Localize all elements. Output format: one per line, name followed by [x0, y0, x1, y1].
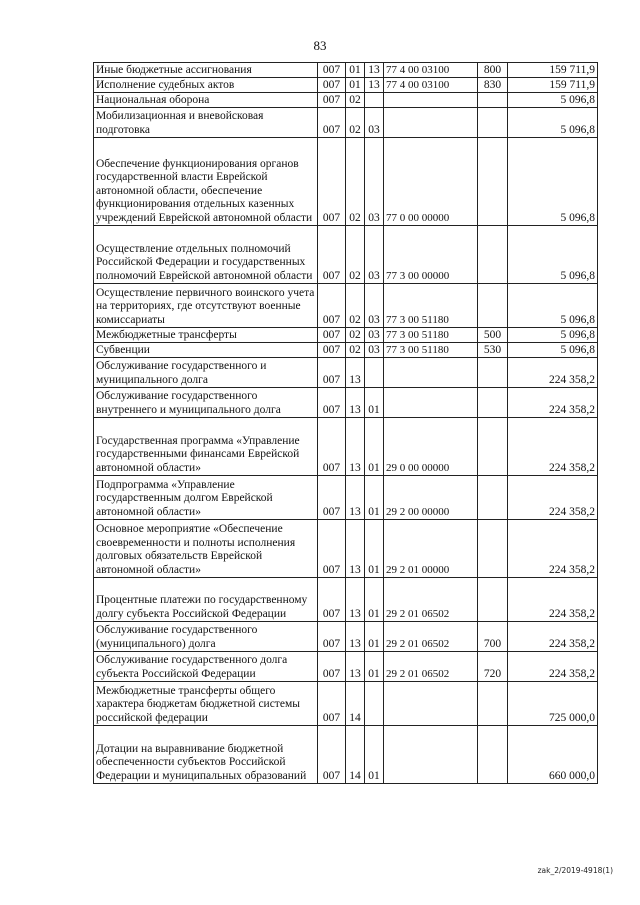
row-name: Осуществление первичного воинского учета на территориях, где отсутствуют военные комиссариаты	[94, 284, 318, 328]
grbs-code: 007	[318, 93, 346, 108]
table-row	[94, 520, 598, 578]
grbs-code: 007	[318, 63, 346, 78]
section-code: 01	[346, 78, 365, 93]
row-name: Основное мероприятие «Обеспечение своевременности и полноты исполнения долговых обязательств Еврейской автономной области»	[94, 520, 318, 578]
subsection-code: 01	[365, 652, 384, 682]
expense-type-code	[478, 138, 508, 226]
grbs-code: 007	[318, 108, 346, 138]
subsection-code	[365, 358, 384, 388]
row-name: Межбюджетные трансферты общего характера бюджетам бюджетной системы российской федерации	[94, 682, 318, 726]
target-article-code: 77 3 00 51180	[384, 328, 478, 343]
amount: 224 358,2	[508, 388, 598, 418]
subsection-code: 03	[365, 108, 384, 138]
grbs-code: 007	[318, 622, 346, 652]
row-name: Дотации на выравнивание бюджетной обеспеченности субъектов Российской Федерации и муниципальных образований	[94, 726, 318, 784]
expense-type-code	[478, 578, 508, 622]
target-article-code: 77 3 00 51180	[384, 343, 478, 358]
expense-type-code	[478, 226, 508, 284]
grbs-code: 007	[318, 418, 346, 476]
section-code: 02	[346, 108, 365, 138]
expense-type-code: 830	[478, 78, 508, 93]
table-row	[94, 78, 598, 93]
section-code: 01	[346, 63, 365, 78]
subsection-code: 01	[365, 622, 384, 652]
table-row	[94, 388, 598, 418]
subsection-code: 01	[365, 476, 384, 520]
row-name: Иные бюджетные ассигнования	[94, 63, 318, 78]
row-name: Субвенции	[94, 343, 318, 358]
row-name: Обслуживание государственного внутреннего и муниципального долга	[94, 388, 318, 418]
amount: 660 000,0	[508, 726, 598, 784]
table-row	[94, 328, 598, 343]
grbs-code: 007	[318, 682, 346, 726]
grbs-code: 007	[318, 652, 346, 682]
row-name: Межбюджетные трансферты	[94, 328, 318, 343]
grbs-code: 007	[318, 388, 346, 418]
table-row	[94, 418, 598, 476]
target-article-code: 77 4 00 03100	[384, 63, 478, 78]
amount: 5 096,8	[508, 328, 598, 343]
target-article-code: 29 2 00 00000	[384, 476, 478, 520]
subsection-code: 03	[365, 138, 384, 226]
grbs-code: 007	[318, 138, 346, 226]
budget-table	[93, 62, 598, 784]
table-row	[94, 682, 598, 726]
amount: 5 096,8	[508, 284, 598, 328]
target-article-code: 77 3 00 51180	[384, 284, 478, 328]
amount: 5 096,8	[508, 343, 598, 358]
target-article-code: 29 2 01 00000	[384, 520, 478, 578]
subsection-code: 03	[365, 343, 384, 358]
expense-type-code: 700	[478, 622, 508, 652]
subsection-code: 13	[365, 63, 384, 78]
amount: 224 358,2	[508, 622, 598, 652]
row-name: Обслуживание государственного (муниципального) долга	[94, 622, 318, 652]
row-name: Обслуживание государственного и муниципального долга	[94, 358, 318, 388]
expense-type-code	[478, 476, 508, 520]
table-row	[94, 476, 598, 520]
subsection-code: 01	[365, 578, 384, 622]
amount: 224 358,2	[508, 652, 598, 682]
section-code: 02	[346, 138, 365, 226]
table-row	[94, 93, 598, 108]
page-number: 83	[313, 38, 327, 53]
grbs-code: 007	[318, 520, 346, 578]
section-code: 02	[346, 328, 365, 343]
table-row	[94, 284, 598, 328]
table-row	[94, 652, 598, 682]
amount: 5 096,8	[508, 138, 598, 226]
budget-table-body	[94, 63, 598, 784]
section-code: 02	[346, 343, 365, 358]
amount: 159 711,9	[508, 63, 598, 78]
subsection-code	[365, 93, 384, 108]
expense-type-code	[478, 726, 508, 784]
table-row	[94, 578, 598, 622]
subsection-code: 01	[365, 388, 384, 418]
expense-type-code	[478, 358, 508, 388]
table-row	[94, 343, 598, 358]
subsection-code: 01	[365, 726, 384, 784]
subsection-code: 01	[365, 418, 384, 476]
amount: 224 358,2	[508, 520, 598, 578]
target-article-code	[384, 108, 478, 138]
table-row	[94, 63, 598, 78]
section-code: 13	[346, 476, 365, 520]
table-row	[94, 138, 598, 226]
subsection-code: 03	[365, 328, 384, 343]
expense-type-code	[478, 284, 508, 328]
subsection-code: 03	[365, 284, 384, 328]
amount: 5 096,8	[508, 108, 598, 138]
subsection-code: 01	[365, 520, 384, 578]
target-article-code	[384, 358, 478, 388]
amount: 159 711,9	[508, 78, 598, 93]
row-name: Осуществление отдельных полномочий Российской Федерации и государственных полномочий Еврейской автономной области	[94, 226, 318, 284]
amount: 224 358,2	[508, 418, 598, 476]
expense-type-code: 800	[478, 63, 508, 78]
expense-type-code: 500	[478, 328, 508, 343]
subsection-code	[365, 682, 384, 726]
section-code: 13	[346, 388, 365, 418]
target-article-code: 29 2 01 06502	[384, 652, 478, 682]
document-code: zak_2/2019-4918(1)	[537, 866, 613, 875]
amount: 224 358,2	[508, 358, 598, 388]
target-article-code	[384, 726, 478, 784]
table-row	[94, 622, 598, 652]
row-name: Исполнение судебных актов	[94, 78, 318, 93]
section-code: 02	[346, 226, 365, 284]
target-article-code: 77 3 00 00000	[384, 226, 478, 284]
row-name: Процентные платежи по государственному долгу субъекта Российской Федерации	[94, 578, 318, 622]
row-name: Национальная оборона	[94, 93, 318, 108]
section-code: 13	[346, 652, 365, 682]
section-code: 02	[346, 93, 365, 108]
amount: 5 096,8	[508, 93, 598, 108]
table-row	[94, 226, 598, 284]
expense-type-code	[478, 520, 508, 578]
grbs-code: 007	[318, 343, 346, 358]
table-row	[94, 108, 598, 138]
grbs-code: 007	[318, 78, 346, 93]
row-name: Обслуживание государственного долга субъекта Российской Федерации	[94, 652, 318, 682]
section-code: 13	[346, 520, 365, 578]
expense-type-code: 530	[478, 343, 508, 358]
target-article-code	[384, 388, 478, 418]
table-row	[94, 726, 598, 784]
section-code: 14	[346, 726, 365, 784]
section-code: 13	[346, 622, 365, 652]
target-article-code: 29 2 01 06502	[384, 622, 478, 652]
target-article-code	[384, 682, 478, 726]
row-name: Обеспечение функционирования органов государственной власти Еврейской автономной области, обеспечение функционирования отдельных казенных учреждений Еврейской автономной области	[94, 138, 318, 226]
amount: 725 000,0	[508, 682, 598, 726]
amount: 224 358,2	[508, 476, 598, 520]
grbs-code: 007	[318, 284, 346, 328]
section-code: 13	[346, 418, 365, 476]
grbs-code: 007	[318, 578, 346, 622]
table-row	[94, 358, 598, 388]
amount: 224 358,2	[508, 578, 598, 622]
amount: 5 096,8	[508, 226, 598, 284]
expense-type-code: 720	[478, 652, 508, 682]
expense-type-code	[478, 93, 508, 108]
section-code: 13	[346, 358, 365, 388]
expense-type-code	[478, 682, 508, 726]
target-article-code: 29 0 00 00000	[384, 418, 478, 476]
section-code: 14	[346, 682, 365, 726]
target-article-code: 29 2 01 06502	[384, 578, 478, 622]
row-name: Государственная программа «Управление государственными финансами Еврейской автономной области»	[94, 418, 318, 476]
target-article-code: 77 4 00 03100	[384, 78, 478, 93]
expense-type-code	[478, 418, 508, 476]
section-code: 02	[346, 284, 365, 328]
row-name: Подпрограмма «Управление государственным долгом Еврейской автономной области»	[94, 476, 318, 520]
grbs-code: 007	[318, 358, 346, 388]
grbs-code: 007	[318, 226, 346, 284]
subsection-code: 03	[365, 226, 384, 284]
section-code: 13	[346, 578, 365, 622]
expense-type-code	[478, 108, 508, 138]
subsection-code: 13	[365, 78, 384, 93]
grbs-code: 007	[318, 726, 346, 784]
grbs-code: 007	[318, 328, 346, 343]
target-article-code	[384, 93, 478, 108]
target-article-code: 77 0 00 00000	[384, 138, 478, 226]
grbs-code: 007	[318, 476, 346, 520]
expense-type-code	[478, 388, 508, 418]
row-name: Мобилизационная и вневойсковая подготовка	[94, 108, 318, 138]
